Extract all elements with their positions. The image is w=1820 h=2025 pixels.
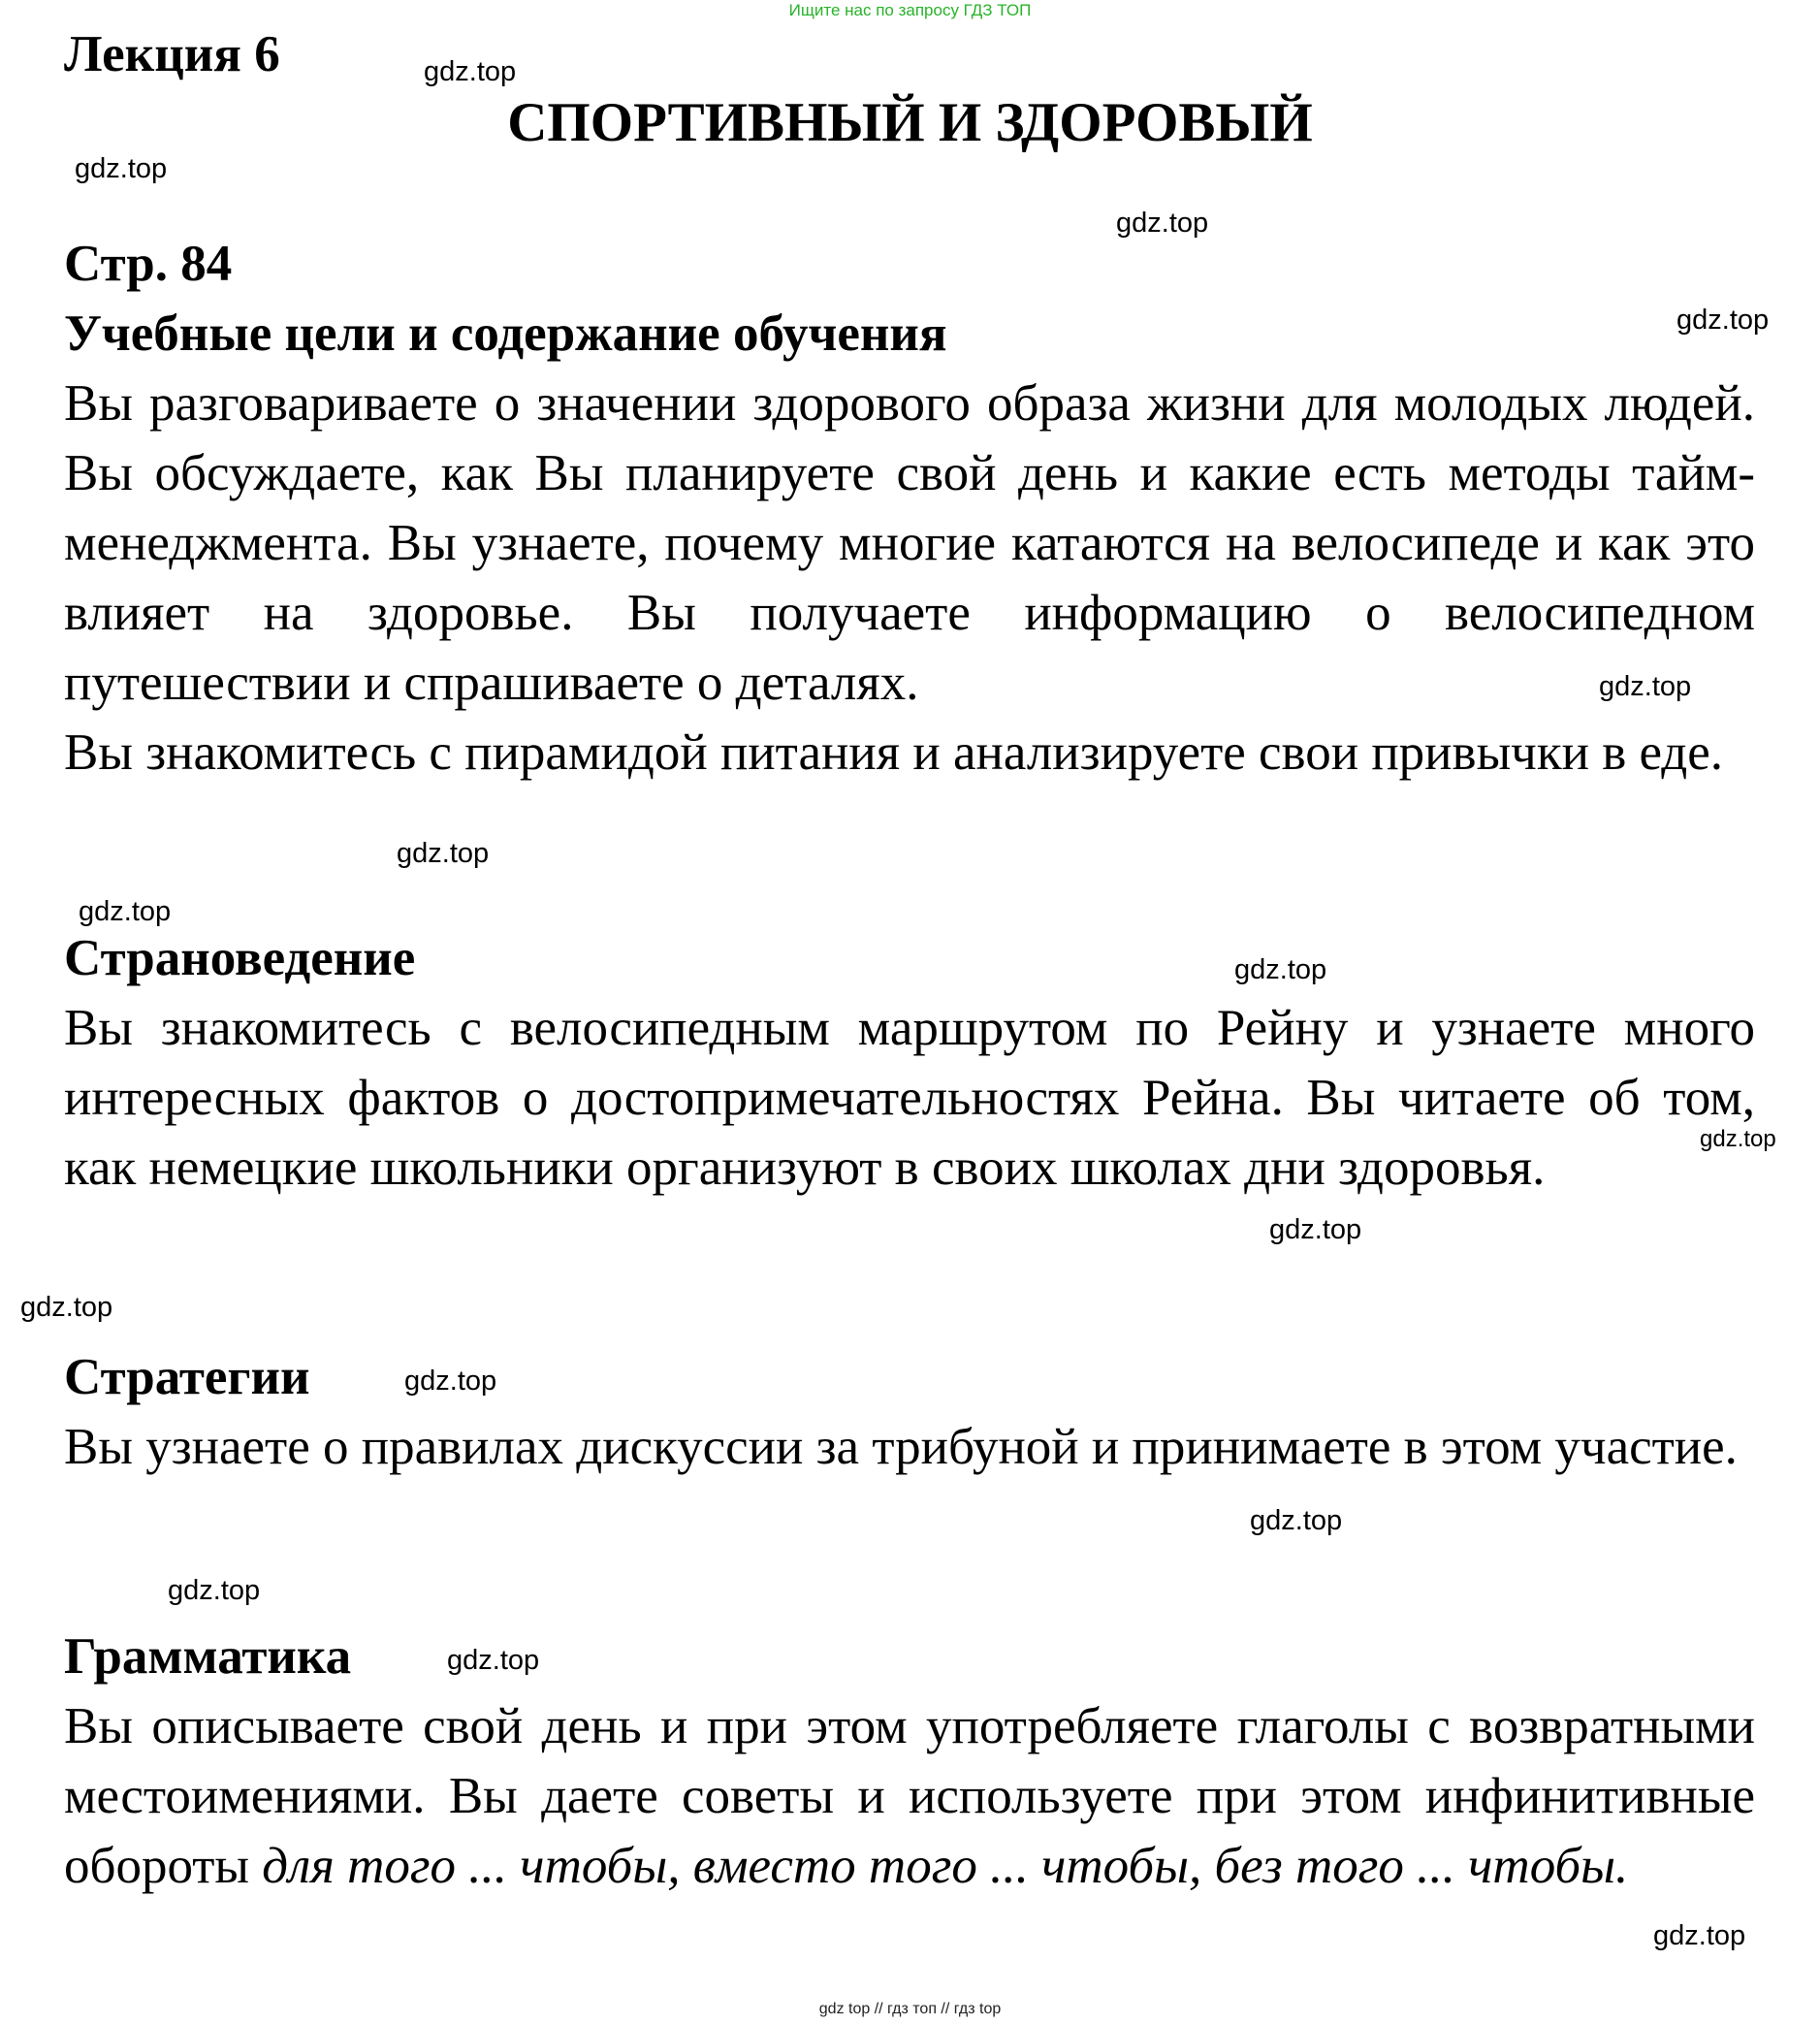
watermark: gdz.top xyxy=(397,838,490,869)
bottom-footer: gdz top // гдз топ // гдз top xyxy=(818,2001,1002,2017)
top-banner: Ищите нас по запросу ГДЗ ТОП xyxy=(788,1,1032,19)
watermark: gdz.top xyxy=(75,153,168,184)
watermark: gdz.top xyxy=(1116,208,1209,239)
watermark: gdz.top xyxy=(1269,1214,1362,1245)
grammar-paragraph xyxy=(64,1691,1755,1901)
page-reference: Стр. 84 xyxy=(64,236,233,292)
watermark: gdz.top xyxy=(1234,954,1327,985)
section-heading-strategies: Стратегии xyxy=(64,1349,310,1405)
section-strategies xyxy=(64,1342,1755,1482)
strategies-paragraph: Вы узнаете о правилах дискуссии за трибуной и принимаете в этом участие. xyxy=(64,1419,1738,1475)
learning-goals-paragraph-1: Вы разговариваете о значении здорового образа жизни для молодых людей. Вы обсуждаете, как Вы планируете свой день и какие есть методы тайм-менеджмента. Вы узнаете, почему многие катаются на велосипеде и как это влияет на здоровье. Вы получаете информацию о велосипедном путешествии и спрашиваете о деталях. xyxy=(64,375,1755,711)
watermark: gdz.top xyxy=(20,1292,113,1323)
watermark: gdz.top xyxy=(1700,1126,1776,1152)
watermark: gdz.top xyxy=(404,1366,497,1397)
grammar-italic-examples: для того ... чтобы, вместо того ... чтобы, без того ... чтобы. xyxy=(262,1838,1629,1894)
watermark: gdz.top xyxy=(1599,671,1692,702)
watermark: gdz.top xyxy=(1250,1505,1343,1536)
watermark: gdz.top xyxy=(168,1575,261,1606)
watermark: gdz.top xyxy=(1676,305,1770,336)
section-grammar xyxy=(64,1622,1755,1901)
lecture-label: Лекция 6 xyxy=(64,26,280,82)
lecture-title: СПОРТИВНЫЙ И ЗДОРОВЫЙ xyxy=(507,92,1313,153)
watermark: gdz.top xyxy=(79,896,172,927)
watermark: gdz.top xyxy=(1653,1920,1746,1951)
section-heading-learning-goals: Учебные цели и содержание обучения xyxy=(64,305,947,362)
section-learning-goals xyxy=(64,299,1755,788)
watermark: gdz.top xyxy=(424,56,517,87)
grammar-paragraph-text: Вы описываете свой день и при этом употребляете глаголы с возвратными местоимениями. Вы даете советы и используете при этом инфинитивные обороты xyxy=(64,1698,1755,1894)
watermark: gdz.top xyxy=(447,1645,540,1676)
section-heading-grammar: Грамматика xyxy=(64,1628,352,1685)
country-studies-paragraph: Вы знакомитесь с велосипедным маршрутом по Рейну и узнаете много интересных фактов о достопримечательностях Рейна. Вы читаете об том, как немецкие школьники организуют в своих школах дни здоровья. xyxy=(64,1000,1755,1196)
section-country-studies xyxy=(64,923,1755,1203)
learning-goals-paragraph-2: Вы знакомитесь с пирамидой питания и анализируете свои привычки в еде. xyxy=(64,724,1724,781)
section-heading-country-studies: Страноведение xyxy=(64,930,416,986)
